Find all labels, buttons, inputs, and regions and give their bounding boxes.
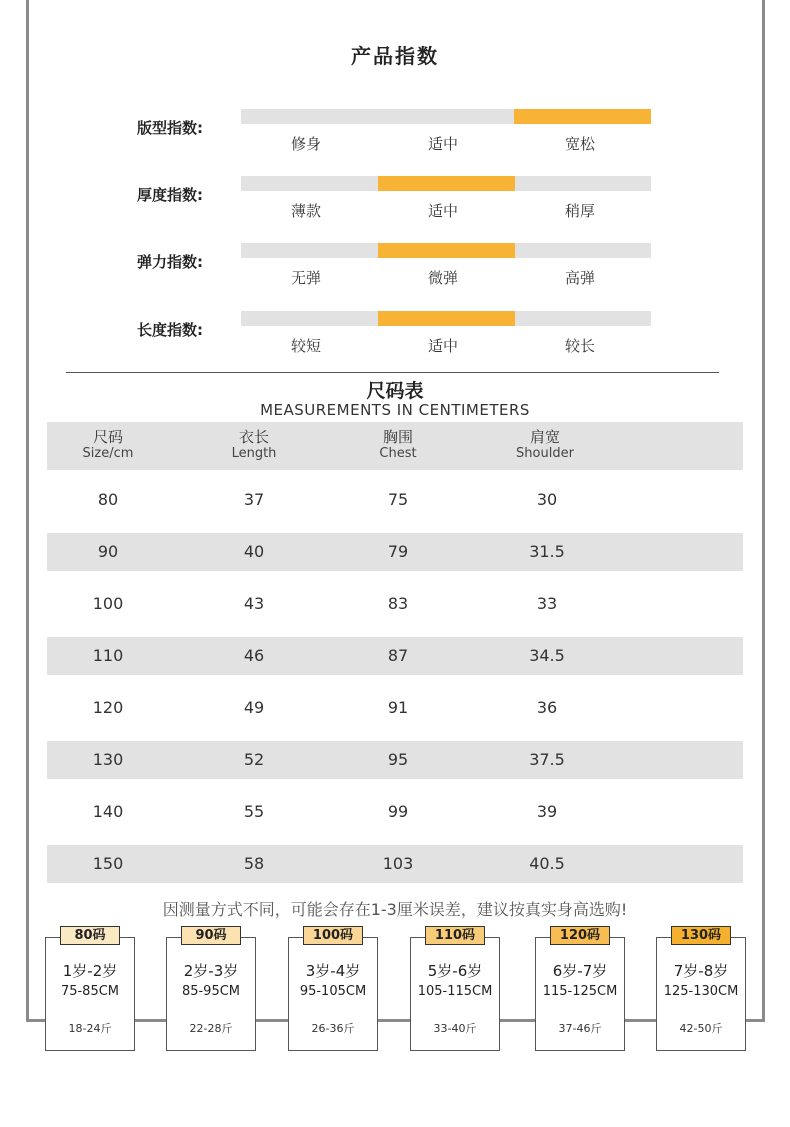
size-tag: 130码 — [671, 926, 731, 945]
index-label: 长度指数: — [137, 321, 203, 339]
table-cell: 37 — [243, 490, 265, 509]
size-tag: 80码 — [60, 926, 120, 945]
table-cell: 43 — [243, 594, 265, 613]
section-divider — [66, 372, 719, 373]
table-cell: 31.5 — [529, 542, 565, 561]
size-tag: 90码 — [181, 926, 241, 945]
table-cell: 52 — [243, 750, 265, 769]
table-cell: 40.5 — [529, 854, 565, 873]
table-cell: 150 — [92, 854, 124, 873]
card-weight-range: 42-50斤 — [679, 1022, 723, 1035]
table-row — [47, 637, 743, 675]
index-row — [0, 243, 790, 293]
card-age-range: 7岁-8岁 — [673, 962, 729, 980]
index-option: 无弹 — [290, 269, 321, 287]
index-option: 高弹 — [564, 269, 595, 287]
table-cell: 58 — [243, 854, 265, 873]
index-label: 厚度指数: — [137, 186, 203, 204]
frame-bottom-border — [26, 1019, 765, 1022]
header-size-zh: 尺码 — [92, 428, 123, 446]
table-cell: 33 — [536, 594, 558, 613]
card-age-range: 1岁-2岁 — [62, 962, 118, 980]
table-cell: 34.5 — [529, 646, 565, 665]
header-length-en: Length — [231, 446, 277, 461]
header-chest — [338, 428, 458, 462]
card-age-range: 2岁-3岁 — [183, 962, 239, 980]
size-table-header — [47, 422, 743, 470]
table-row — [47, 481, 743, 519]
table-cell: 40 — [243, 542, 265, 561]
header-length — [194, 428, 314, 462]
table-cell: 95 — [387, 750, 409, 769]
index-option: 修身 — [290, 135, 321, 153]
table-row — [47, 741, 743, 779]
index-label: 版型指数: — [137, 119, 203, 137]
table-cell: 140 — [92, 802, 124, 821]
table-cell: 83 — [387, 594, 409, 613]
table-cell: 39 — [536, 802, 558, 821]
index-option: 较长 — [564, 337, 595, 355]
measurement-note: 因测量方式不同，可能会存在1-3厘米误差，建议按真实身高选购! — [162, 900, 628, 919]
index-bar — [241, 109, 651, 124]
index-option: 宽松 — [564, 135, 595, 153]
table-cell: 30 — [536, 490, 558, 509]
table-cell: 100 — [92, 594, 124, 613]
header-shoulder — [485, 428, 605, 462]
card-weight-range: 26-36斤 — [311, 1022, 355, 1035]
table-row — [47, 793, 743, 831]
index-option: 稍厚 — [564, 202, 595, 220]
header-shoulder-zh: 肩宽 — [529, 428, 560, 446]
header-shoulder-en: Shoulder — [516, 446, 574, 461]
index-bar-highlight — [378, 243, 515, 258]
table-cell: 90 — [97, 542, 119, 561]
header-chest-zh: 胸围 — [382, 428, 413, 446]
index-bar — [241, 176, 651, 191]
card-height-range: 95-105CM — [299, 984, 367, 999]
table-cell: 120 — [92, 698, 124, 717]
index-option: 适中 — [427, 135, 458, 153]
header-size-en: Size/cm — [82, 446, 134, 461]
table-cell: 75 — [387, 490, 409, 509]
header-length-zh: 衣长 — [238, 428, 269, 446]
table-cell: 87 — [387, 646, 409, 665]
card-age-range: 6岁-7岁 — [552, 962, 608, 980]
index-bar-highlight — [514, 109, 651, 124]
index-option: 适中 — [427, 202, 458, 220]
index-bar-highlight — [378, 311, 515, 326]
index-row — [0, 109, 790, 159]
index-bar — [241, 311, 651, 326]
card-height-range: 125-130CM — [663, 984, 739, 999]
card-weight-range: 37-46斤 — [558, 1022, 602, 1035]
index-row — [0, 311, 790, 361]
card-age-range: 5岁-6岁 — [427, 962, 483, 980]
size-tag: 100码 — [303, 926, 363, 945]
header-size — [48, 428, 168, 462]
table-cell: 36 — [536, 698, 558, 717]
size-tag: 110码 — [425, 926, 485, 945]
table-cell: 55 — [243, 802, 265, 821]
card-height-range: 75-85CM — [60, 984, 120, 999]
table-cell: 130 — [92, 750, 124, 769]
index-option: 适中 — [427, 337, 458, 355]
index-bar-highlight — [378, 176, 515, 191]
size-card — [288, 937, 378, 1051]
table-cell: 37.5 — [529, 750, 565, 769]
index-option: 较短 — [290, 337, 321, 355]
size-card — [166, 937, 256, 1051]
table-cell: 91 — [387, 698, 409, 717]
header-chest-en: Chest — [379, 446, 417, 461]
index-option: 薄款 — [290, 202, 321, 220]
index-row — [0, 176, 790, 226]
card-age-range: 3岁-4岁 — [305, 962, 361, 980]
table-cell: 99 — [387, 802, 409, 821]
size-card — [45, 937, 135, 1051]
card-height-range: 85-95CM — [181, 984, 241, 999]
index-bar — [241, 243, 651, 258]
table-row — [47, 533, 743, 571]
size-card — [410, 937, 500, 1051]
table-cell: 49 — [243, 698, 265, 717]
card-weight-range: 33-40斤 — [433, 1022, 477, 1035]
table-cell: 103 — [382, 854, 414, 873]
table-cell: 46 — [243, 646, 265, 665]
page-title: 产品指数 — [351, 44, 439, 68]
size-chart-subtitle: MEASUREMENTS IN CENTIMETERS — [260, 401, 530, 419]
card-weight-range: 18-24斤 — [68, 1022, 112, 1035]
size-chart-title: 尺码表 — [366, 380, 424, 402]
size-card — [535, 937, 625, 1051]
table-row — [47, 585, 743, 623]
card-weight-range: 22-28斤 — [189, 1022, 233, 1035]
table-cell: 110 — [92, 646, 124, 665]
table-row — [47, 689, 743, 727]
size-card — [656, 937, 746, 1051]
index-label: 弹力指数: — [137, 253, 203, 271]
table-cell: 79 — [387, 542, 409, 561]
card-height-range: 115-125CM — [542, 984, 618, 999]
index-option: 微弹 — [427, 269, 458, 287]
table-cell: 80 — [97, 490, 119, 509]
table-row — [47, 845, 743, 883]
size-tag: 120码 — [550, 926, 610, 945]
card-height-range: 105-115CM — [417, 984, 493, 999]
